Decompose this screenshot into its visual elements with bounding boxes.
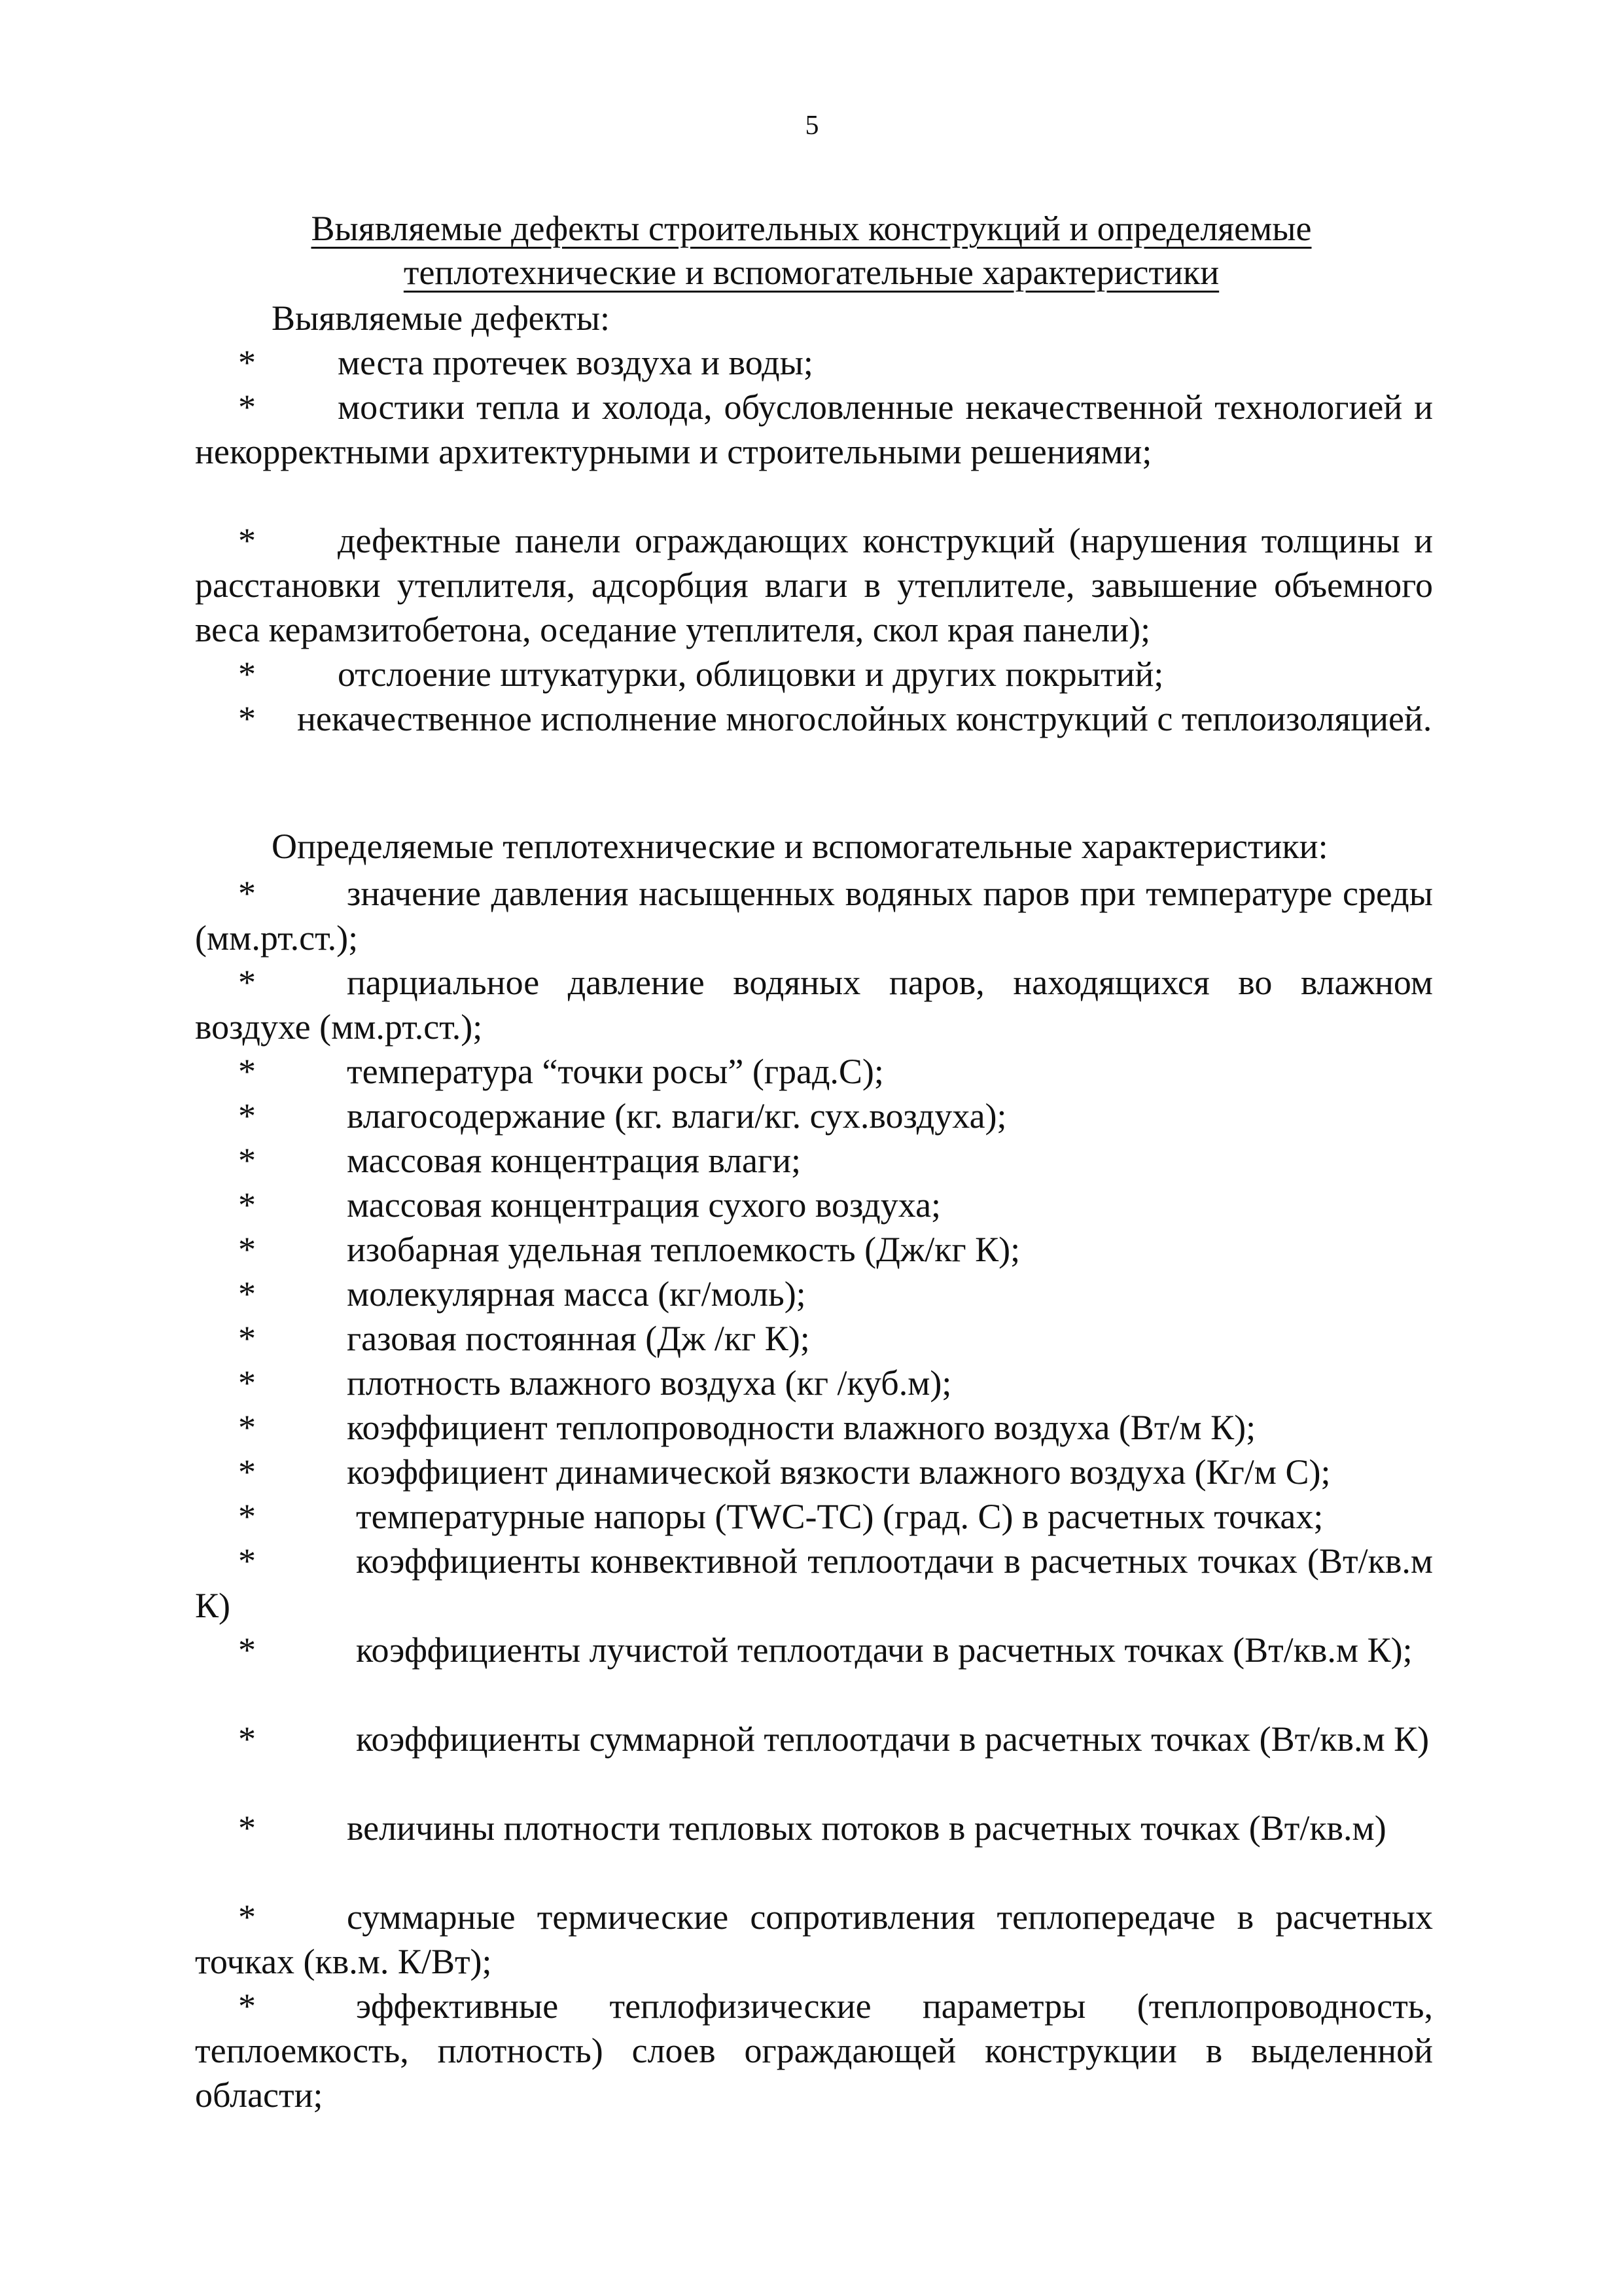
characteristic-item: * суммарные термические сопротивления теплопередаче в расчетных точках (кв.м. К/Вт); bbox=[195, 1897, 1433, 1981]
defect-item-text: дефектные панели ограждающих конструкций (нарушения толщины и расстановки утеплителя, адсорбция влаги в утеплителе, завышение объемного веса керамзитобетона, оседание утеплителя, скол края панели); bbox=[195, 521, 1433, 649]
defect-item-text: отслоение штукатурки, облицовки и других покрытий; bbox=[338, 655, 1164, 694]
characteristic-item-text: молекулярная масса (кг/моль); bbox=[347, 1274, 806, 1314]
characteristic-item-text: коэффициент теплопроводности влажного воздуха (Вт/м К); bbox=[347, 1408, 1256, 1447]
characteristic-item: * газовая постоянная (Дж /кг К); bbox=[238, 1319, 810, 1358]
characteristic-item: * эффективные теплофизические параметры (теплопроводность, теплоемкость, плотность) слоев ограждающей конструкции в выделенной области; bbox=[195, 1986, 1433, 2115]
defect-item: * дефектные панели ограждающих конструкций (нарушения толщины и расстановки утеплителя, адсорбция влаги в утеплителе, завышение объемного веса керамзитобетона, оседание утеплителя, скол края панели); bbox=[195, 521, 1433, 649]
document-title-line-2: теплотехнические и вспомогательные характеристики bbox=[403, 253, 1220, 292]
characteristic-item-text: величины плотности тепловых потоков в расчетных точках (Вт/кв.м) bbox=[347, 1808, 1386, 1848]
document-title-line-1: Выявляемые дефекты строительных конструкций и определяемые bbox=[311, 209, 1312, 248]
characteristic-item-text: газовая постоянная (Дж /кг К); bbox=[347, 1319, 810, 1358]
characteristic-item: * коэффициент динамической вязкости влажного воздуха (Кг/м С); bbox=[238, 1452, 1331, 1492]
characteristic-item-text: изобарная удельная теплоемкость (Дж/кг К); bbox=[347, 1230, 1021, 1269]
characteristic-item: * значение давления насыщенных водяных паров при температуре среды (мм.рт.ст.); bbox=[195, 874, 1433, 958]
characteristic-item: * температура “точки росы” (град.С); bbox=[238, 1052, 884, 1091]
defects-heading: Выявляемые дефекты: bbox=[272, 298, 610, 338]
characteristic-item-text: значение давления насыщенных водяных паров при температуре среды (мм.рт.ст.); bbox=[195, 874, 1433, 958]
characteristic-item-text: коэффициент динамической вязкости влажного воздуха (Кг/м С); bbox=[347, 1452, 1331, 1492]
characteristic-item-text: плотность влажного воздуха (кг /куб.м); bbox=[347, 1363, 952, 1403]
characteristic-item: * влагосодержание (кг. влаги/кг. сух.воздуха); bbox=[238, 1096, 1007, 1136]
characteristic-item-text: массовая концентрация сухого воздуха; bbox=[347, 1185, 942, 1225]
characteristic-item: * изобарная удельная теплоемкость (Дж/кг К); bbox=[238, 1230, 1021, 1269]
characteristic-item: * коэффициенты лучистой теплоотдачи в расчетных точках (Вт/кв.м К); bbox=[238, 1630, 1413, 1670]
page-number: 5 bbox=[805, 111, 819, 141]
characteristic-item-text: температура “точки росы” (град.С); bbox=[347, 1052, 884, 1091]
characteristic-item-text: суммарные термические сопротивления теплопередаче в расчетных точках (кв.м. К/Вт); bbox=[195, 1897, 1433, 1981]
characteristic-item: * коэффициент теплопроводности влажного воздуха (Вт/м К); bbox=[238, 1408, 1256, 1447]
characteristic-item: * молекулярная масса (кг/моль); bbox=[238, 1274, 806, 1314]
characteristic-item-text: парциальное давление водяных паров, находящихся во влажном воздухе (мм.рт.ст.); bbox=[195, 963, 1433, 1047]
characteristic-item: * массовая концентрация влаги; bbox=[238, 1141, 802, 1180]
characteristic-item: * массовая концентрация сухого воздуха; bbox=[238, 1185, 942, 1225]
defect-item-text: места протечек воздуха и воды; bbox=[338, 343, 813, 382]
characteristic-item: * плотность влажного воздуха (кг /куб.м); bbox=[238, 1363, 952, 1403]
characteristic-item-text: температурные напоры (TWC-TC) (град. С) в расчетных точках; bbox=[356, 1497, 1324, 1536]
defect-item: * некачественное исполнение многослойных конструкций с теплоизоляцией. bbox=[238, 699, 1432, 738]
defect-item: * отслоение штукатурки, облицовки и других покрытий; bbox=[238, 655, 1164, 694]
characteristic-item: * температурные напоры (TWC-TC) (град. С) в расчетных точках; bbox=[238, 1497, 1324, 1536]
defect-item: * мостики тепла и холода, обусловленные некачественной технологией и некорректными архитектурными и строительными решениями; bbox=[195, 387, 1433, 471]
characteristic-item: * коэффициенты суммарной теплоотдачи в расчетных точках (Вт/кв.м К) bbox=[238, 1719, 1430, 1759]
characteristic-item-text: коэффициенты лучистой теплоотдачи в расчетных точках (Вт/кв.м К); bbox=[356, 1630, 1413, 1670]
defect-item-text: мостики тепла и холода, обусловленные некачественной технологией и некорректными архитектурными и строительными решениями; bbox=[195, 387, 1433, 471]
characteristic-item-text: эффективные теплофизические параметры (теплопроводность, теплоемкость, плотность) слоев ограждающей конструкции в выделенной области; bbox=[195, 1986, 1433, 2115]
characteristic-item-text: влагосодержание (кг. влаги/кг. сух.воздуха); bbox=[347, 1096, 1007, 1136]
defect-item-text: некачественное исполнение многослойных конструкций с теплоизоляцией. bbox=[297, 699, 1432, 738]
characteristic-item: * коэффициенты конвективной теплоотдачи в расчетных точках (Вт/кв.м К) bbox=[195, 1541, 1433, 1625]
defect-item: * места протечек воздуха и воды; bbox=[238, 343, 813, 382]
characteristic-item: * величины плотности тепловых потоков в расчетных точках (Вт/кв.м) bbox=[238, 1808, 1386, 1848]
characteristic-item-text: коэффициенты конвективной теплоотдачи в расчетных точках (Вт/кв.м К) bbox=[195, 1541, 1433, 1625]
characteristics-heading: Определяемые теплотехнические и вспомогательные характеристики: bbox=[272, 827, 1328, 866]
characteristic-item-text: массовая концентрация влаги; bbox=[347, 1141, 802, 1180]
characteristic-item-text: коэффициенты суммарной теплоотдачи в расчетных точках (Вт/кв.м К) bbox=[356, 1719, 1430, 1759]
characteristic-item: * парциальное давление водяных паров, находящихся во влажном воздухе (мм.рт.ст.); bbox=[195, 963, 1433, 1047]
